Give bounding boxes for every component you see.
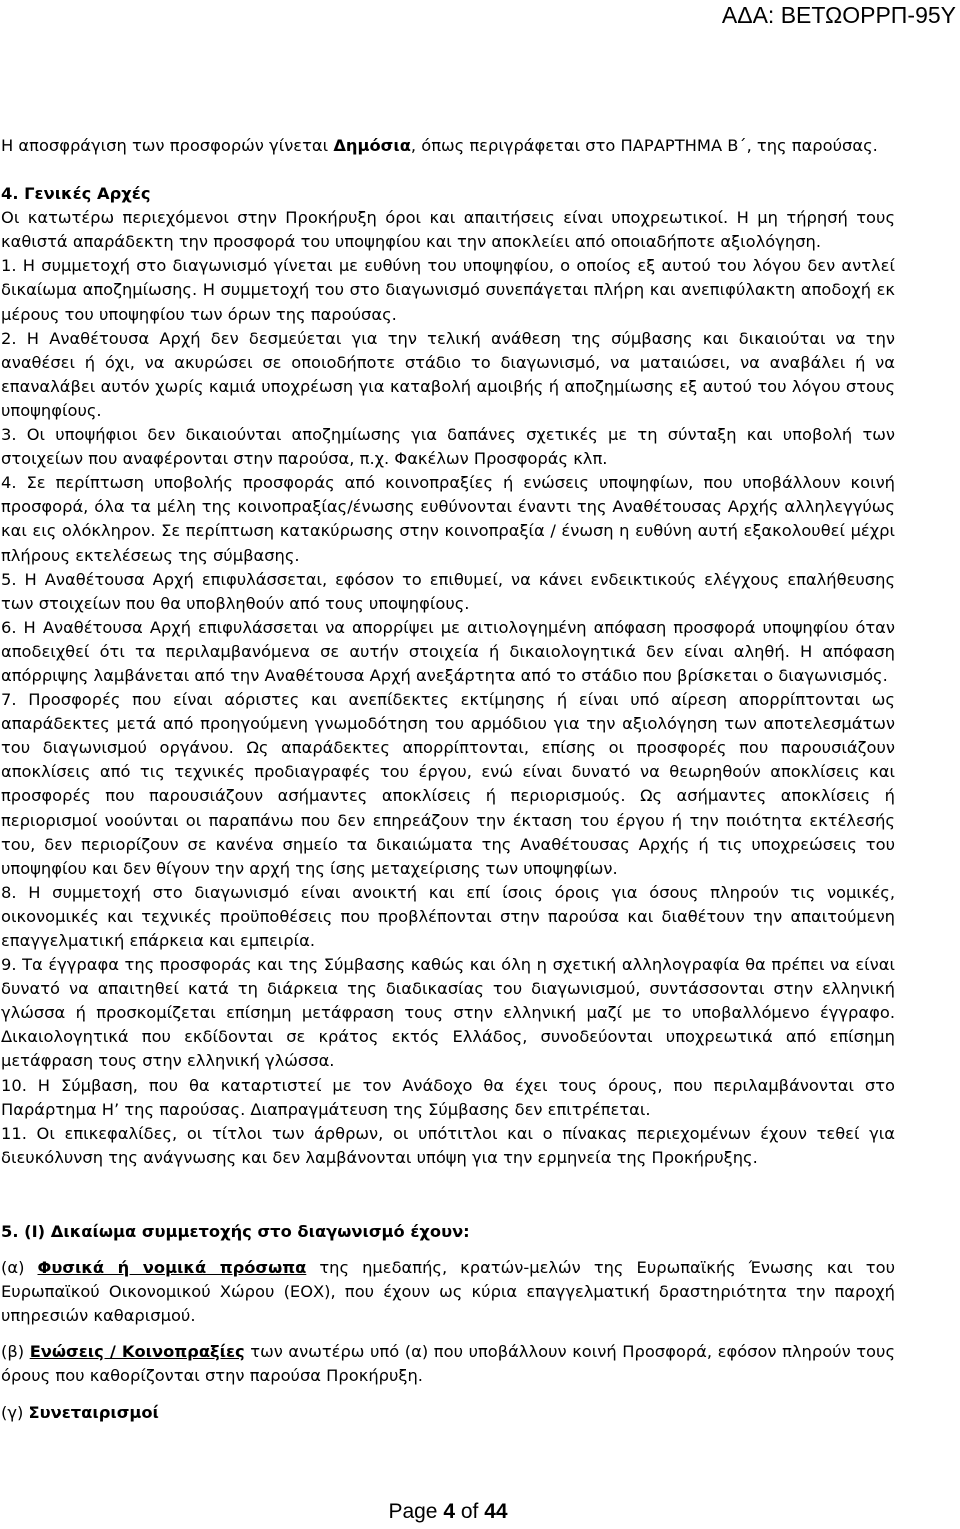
- list-item: 1. Η συμμετοχή στο διαγωνισμό γίνεται με ευθύνη του υποψηφίου, ο οποίος εξ αυτού του λόγου δεν αντλεί δικαίωμα αποζημίωσης. Η συμμετοχή του στο διαγωνισμό συνεπάγεται πλήρη και ανεπιφύλακτη αποδοχή εκ μέρους του υποψηφίου των όρων της παρούσας.: [1, 256, 895, 324]
- list-item: 6. Η Αναθέτουσα Αρχή επιφυλάσσεται να απορρίψει με αιτιολογημένη απόφαση προσφορά υποψηφίου όταν αποδειχθεί ότι τα περιλαμβανόμενα σε αυτήν στοιχεία ή δικαιολογητικά δεν είναι αληθή. Η απόφαση απόρριψης λαμβάνεται από την Αναθέτουσα Αρχή ανεξάρτητα από το στάδιο που βρίσκεται ο διαγωνισμός.: [1, 617, 895, 685]
- section5-heading: 5. (Ι) Δικαίωμα συμμετοχής στο διαγωνισμό έχουν:: [1, 1221, 470, 1241]
- section4-intro: Οι κατωτέρω περιεχόμενοι στην Προκήρυξη όροι και απαιτήσεις είναι υποχρεωτικοί. Η μη τήρησή τους καθιστά απαράδεκτη την προσφορά του υποψηφίου και την αποκλείει από οποιαδήποτε αξιολόγηση.: [1, 208, 895, 252]
- list-item: 5. Η Αναθέτουσα Αρχή επιφυλάσσεται, εφόσον το επιθυμεί, να κάνει ενδεικτικούς ελέγχους επαλήθευσης των στοιχείων που θα υποβληθούν από τους υποψηφίους.: [1, 569, 895, 613]
- list-item: 7. Προσφορές που είναι αόριστες και ανεπίδεκτες εκτίμησης ή είναι υπό αίρεση απορρίπτονται ως απαράδεκτες μετά από προηγούμενη γνωμοδότηση του αρμόδιου για την αξιολόγηση των αποτελεσμάτων του διαγωνισμού οργάνου. Ως απαράδεκτες απορρίπτονται, επίσης οι προσφορές που παρουσιάζουν αποκλίσεις από τις τεχνικές προδιαγραφές του έργου, ενώ είναι δυνατό να θεωρηθούν αποκλίσεις και προσφορές που παρουσιάζουν ασήμαντες αποκλίσεις ή περιορισμούς. Ως ασήμαντες αποκλίσεις ή περιορισμοί νοούνται οι παραπάνω που δεν επηρεάζουν την έκταση του έργου ή την ποιότητα εκτέλεσής του, δεν περιορίζουν σε κανένα σημείο τα δικαιώματα της Αναθέτουσας Αρχής ή τις υποχρεώσεις του υποψηφίου και δεν θίγουν την αρχή της ίσης μεταχείρισης των υποψηφίων.: [1, 690, 895, 878]
- document-body: [1, 134, 895, 1425]
- list-item: 2. Η Αναθέτουσα Αρχή δεν δεσμεύεται για την τελική ανάθεση της σύμβασης και δικαιούται να την αναθέσει ή όχι, να ακυρώσει σε οποιοδήποτε στάδιο το διαγωνισμό, να ματαιώσει, να αναβάλει ή να επαναλάβει αυτόν χωρίς καμιά υποχρέωση για καταβολή αμοιβής ή αποζημίωσης εξ αυτού του λόγου στους υποψηφίους.: [1, 328, 895, 420]
- eligibility-b: (β) Ενώσεις / Κοινοπραξίες των ανωτέρω υπό (α) που υποβάλλουν κοινή Προσφορά, εφόσον πληρούν τους όρους που καθορίζονται στην παρούσα Προκήρυξη.: [1, 1342, 895, 1386]
- list-item: 8. Η συμμετοχή στο διαγωνισμό είναι ανοικτή και επί ίσοις όροις για όσους πληρούν τις νομικές, οικονομικές και τεχνικές προϋποθέσεις που προβλέπονται στην παρούσα και διαθέτουν την απαιτούμενη επαγγελματική επάρκεια και εμπειρία.: [1, 882, 895, 950]
- list-item: 4. Σε περίπτωση υποβολής προσφοράς από κοινοπραξίες ή ενώσεις υποψηφίων, που υποβάλλουν κοινή προσφορά, όλα τα μέλη της κοινοπραξίας/ένωσης ευθύνονται έναντι της Αναθέτουσας Αρχής αλληλεγγύως και εις ολόκληρον. Σε περίπτωση κατακύρωσης στην κοινοπραξία / ένωση η ευθύνη αυτή εξακολουθεί μέχρι πλήρους εκτελέσεως της σύμβασης.: [1, 473, 895, 565]
- section4-heading: 4. Γενικές Αρχές: [1, 184, 151, 204]
- eligibility-a: (α) Φυσικά ή νομικά πρόσωπα της ημεδαπής, κρατών-μελών της Ευρωπαϊκής Ένωσης και του Ευρωπαϊκού Οικονομικού Χώρου (ΕΟΧ), που έχουν ως κύρια επαγγελματική δραστηριότητα την παροχή υπηρεσιών καθαρισμού.: [1, 1258, 895, 1326]
- list-item: 10. Η Σύμβαση, που θα καταρτιστεί με τον Ανάδοχο θα έχει τους όρους, που περιλαμβάνονται στο Παράρτημα Η’ της παρούσας. Διαπραγμάτευση της Σύμβασης δεν επιτρέπεται.: [1, 1075, 895, 1119]
- list-item: 9. Τα έγγραφα της προσφοράς και της Σύμβασης καθώς και όλη η σχετική αλληλογραφία θα πρέπει να είναι δυνατό να απαιτηθεί κατά τη διάρκεια της διαδικασίας του διαγωνισμού, συντάσσονται στην ελληνική γλώσσα ή προσκομίζεται επίσημη μετάφραση τους στην ελληνική μαζί με το υποβαλλόμενο έγγραφο. Δικαιολογητικά που εκδίδονται σε κράτος εκτός Ελλάδος, συνοδεύονται υποχρεωτικά από επίσημη μετάφραση τους στην ελληνική γλώσσα.: [1, 955, 895, 1071]
- public-keyword: Δημόσια: [333, 136, 411, 155]
- page-number: Page 4 of 44: [388, 1500, 508, 1523]
- ada-code: ΑΔΑ: ΒΕΤΩΟΡΡΠ-95Υ: [721, 2, 956, 28]
- list-item: 3. Οι υποψήφιοι δεν δικαιούνται αποζημίωσης για δαπάνες σχετικές με τη σύνταξη και υποβολή των στοιχείων που αναφέρονται στην παρούσα, π.χ. Φακέλων Προσφοράς κλπ.: [1, 425, 895, 469]
- opening-paragraph: Η αποσφράγιση των προσφορών γίνεται Δημόσια, όπως περιγράφεται στο ΠΑΡΑΡΤΗΜΑ Β΄, της παρούσας.: [1, 136, 878, 155]
- list-item: 11. Οι επικεφαλίδες, οι τίτλοι των άρθρων, οι υπότιτλοι και ο πίνακας περιεχομένων έχουν τεθεί για διευκόλυνση της ανάγνωσης και δεν λαμβάνονται υπόψη για την ερμηνεία της Προκήρυξης.: [1, 1123, 895, 1167]
- eligibility-c: (γ) Συνεταιρισμοί: [1, 1402, 159, 1422]
